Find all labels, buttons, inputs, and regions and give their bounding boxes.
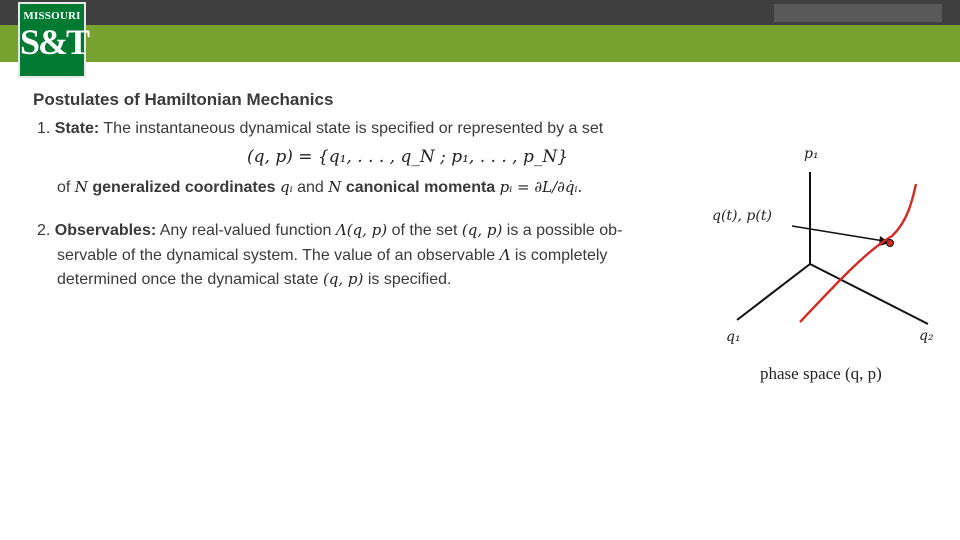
item1-line1	[37, 120, 603, 138]
math-qp-2: (q, p)	[322, 270, 364, 288]
item1-text: The instantaneous dynamical state is specified or represented by a set	[103, 120, 604, 137]
item2-label: Observables:	[54, 222, 157, 239]
item2-line2-a: servable of the dynamical system. The value of an observable	[57, 247, 496, 264]
math-qp: (q, p)	[461, 221, 503, 239]
label-q2: q₂	[919, 328, 934, 344]
generalized-coordinates: generalized coordinates	[92, 179, 276, 196]
item2-text-a: Any real-valued function	[159, 222, 332, 239]
math-lambda: Λ	[499, 246, 511, 264]
item1-label: State:	[54, 120, 100, 137]
text-of: of	[57, 179, 71, 196]
math-N2: N	[328, 178, 342, 196]
item2-line2	[57, 246, 607, 265]
item2-line2-b: is completely	[514, 247, 608, 264]
diagram-caption: phase space (q, p)	[760, 364, 882, 383]
math-N1: N	[74, 178, 88, 196]
canonical-momenta: canonical momenta	[345, 179, 496, 196]
trajectory-curve	[800, 184, 916, 322]
q1-axis	[737, 264, 810, 320]
state-vector	[792, 226, 884, 241]
item2-line3	[57, 270, 451, 289]
item1-number: 1.	[37, 120, 51, 137]
label-qt-pt: q(t), p(t)	[712, 208, 772, 224]
phase-space-diagram	[700, 140, 960, 400]
text-and: and	[297, 179, 324, 196]
item2-line1	[37, 221, 622, 240]
math-pi: pᵢ = ∂L/∂q̇ᵢ.	[499, 178, 583, 196]
top-bar-segment	[774, 4, 942, 22]
top-bar	[0, 0, 960, 25]
slide-title: Postulates of Hamiltonian Mechanics	[33, 90, 334, 109]
item2-line3-b: is specified.	[367, 271, 452, 288]
math-qi: qᵢ	[280, 178, 293, 196]
label-p1: p₁	[804, 146, 819, 162]
university-logo	[18, 2, 89, 78]
item2-text-c: is a possible ob-	[506, 222, 623, 239]
item1-line3	[57, 178, 582, 197]
item2-line3-a: determined once the dynamical state	[57, 271, 319, 288]
state-point	[887, 240, 894, 247]
state-equation: (q, p) = {q₁, . . . , q_N ; p₁, . . . , p_N}	[247, 147, 569, 167]
logo-text-main: S&T	[20, 22, 89, 62]
label-q1: q₁	[726, 329, 741, 345]
item2-number: 2.	[37, 222, 51, 239]
logo-text-top: MISSOURI	[23, 10, 81, 22]
item2-text-b: of the set	[391, 222, 458, 239]
math-lambda-qp: Λ(q, p)	[335, 221, 388, 239]
green-banner	[0, 25, 960, 62]
